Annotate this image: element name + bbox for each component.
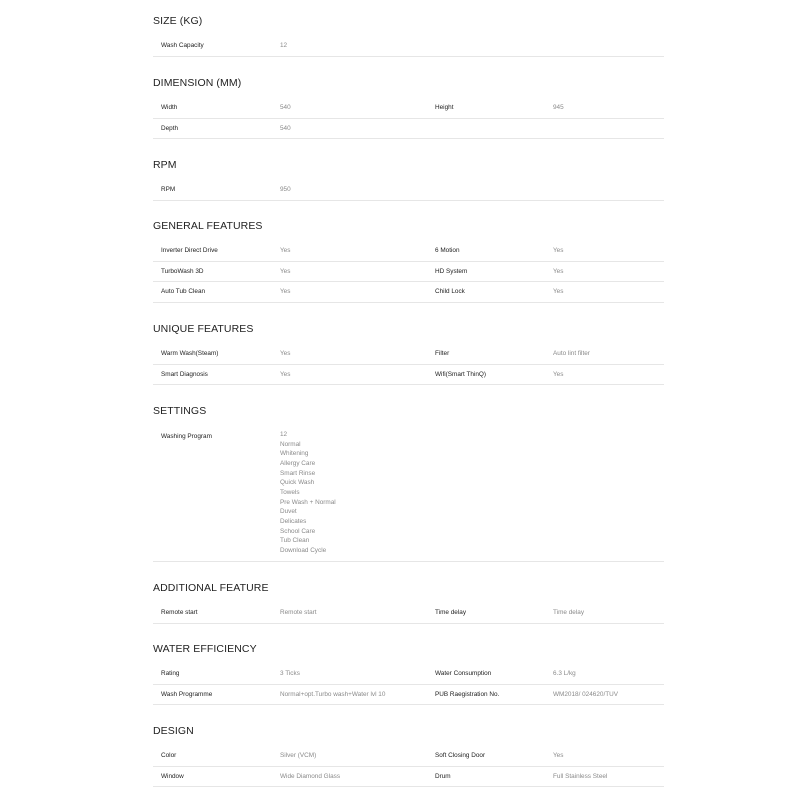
spec-label: Warm Wash(Steam) [161,350,219,358]
spec-label: PUB Raegistration No. [435,690,500,698]
spec-value: Allergy Care [280,459,316,467]
spec-value: Time delay [553,609,585,617]
section-title: WATER EFFICIENCY [153,643,257,655]
spec-label: Smart Diagnosis [161,370,208,378]
spec-label: TurboWash 3D [161,267,204,275]
spec-value: Yes [553,267,564,275]
spec-value: Tub Clean [280,537,310,545]
spec-value: Towels [280,488,300,496]
spec-label: Wash Programme [161,690,213,698]
spec-label: Inverter Direct Drive [161,247,218,255]
spec-value: Yes [553,247,564,255]
section-title: DIMENSION (MM) [153,77,242,89]
spec-value: Whitening [280,450,309,458]
section-title: ADDITIONAL FEATURE [153,582,269,594]
spec-value: Silver (VCM) [280,752,317,760]
spec-row [153,685,664,706]
spec-label: Filter [435,350,450,358]
spec-value-list [280,430,336,556]
spec-value: Download Cycle [280,546,327,554]
spec-label: Wifi(Smart ThinQ) [435,370,487,378]
spec-value: Yes [280,247,291,255]
spec-label: Wash Capacity [161,42,204,50]
spec-value: 3 Ticks [280,670,300,678]
spec-row [153,262,664,283]
spec-section [153,322,664,385]
spec-section [153,724,664,787]
spec-row [153,365,664,386]
spec-value: Smart Rinse [280,469,316,477]
spec-row [153,767,664,788]
spec-value: Yes [553,752,564,760]
spec-value: 950 [280,186,291,194]
spec-value: Pre Wash + Normal [280,498,336,506]
spec-label: Height [435,104,454,112]
section-title: SETTINGS [153,405,207,417]
spec-row [153,36,664,57]
spec-row [153,180,664,201]
spec-label: Drum [435,772,451,780]
spec-row [153,282,664,303]
spec-section [153,14,664,57]
spec-value: WM2018/ 024620/TUV [553,690,619,698]
spec-value: 6.3 L/kg [553,670,576,678]
spec-label: HD System [435,267,468,275]
spec-section [153,76,664,139]
spec-section [153,581,664,624]
spec-label: Water Consumption [435,670,492,678]
spec-value: 540 [280,104,291,112]
spec-value: Yes [280,370,291,378]
section-title: RPM [153,159,177,171]
spec-section [153,158,664,201]
section-title: GENERAL FEATURES [153,220,263,232]
spec-label: Child Lock [435,288,465,296]
spec-label: Soft Closing Door [435,752,486,760]
spec-row [153,344,664,365]
spec-label: Auto Tub Clean [161,288,206,296]
spec-row [153,426,664,562]
spec-value: Delicates [280,517,307,525]
spec-row [153,746,664,767]
spec-label: 6 Motion [435,247,460,255]
spec-value: Normal [280,440,301,448]
spec-label: Time delay [435,609,467,617]
spec-section [153,219,664,303]
section-title: UNIQUE FEATURES [153,323,254,335]
spec-value: Wide Diamond Glass [280,772,341,780]
spec-label: Depth [161,124,179,132]
spec-label: Window [161,772,184,780]
spec-label: Washing Program [161,433,212,440]
spec-row [153,664,664,685]
spec-label: Rating [161,670,180,678]
spec-value: 540 [280,124,291,132]
spec-label: Color [161,752,177,760]
spec-value: Normal+opt.Turbo wash+Water lvl 10 [280,690,386,698]
section-title: SIZE (KG) [153,15,203,27]
spec-value: 12 [280,431,288,438]
spec-value: 12 [280,42,288,50]
spec-value: Yes [280,267,291,275]
spec-value: Yes [280,350,291,358]
spec-value: 945 [553,104,564,112]
spec-label: Remote start [161,609,198,617]
spec-row [153,119,664,140]
spec-label: Width [161,104,178,112]
spec-row [153,241,664,262]
spec-value: Yes [280,288,291,296]
section-title: DESIGN [153,725,194,737]
spec-row [153,603,664,624]
spec-value: Quick Wash [280,479,315,487]
spec-value: Yes [553,370,564,378]
spec-value: Yes [553,288,564,296]
spec-value: Remote start [280,609,317,617]
spec-value: Full Stainless Steel [553,772,608,780]
spec-value: Duvet [280,508,297,516]
spec-row [153,98,664,119]
spec-value: School Care [280,527,316,535]
spec-label: RPM [161,186,176,194]
spec-value: Auto lint filter [553,350,590,358]
spec-section [153,404,664,562]
spec-section [153,642,664,705]
